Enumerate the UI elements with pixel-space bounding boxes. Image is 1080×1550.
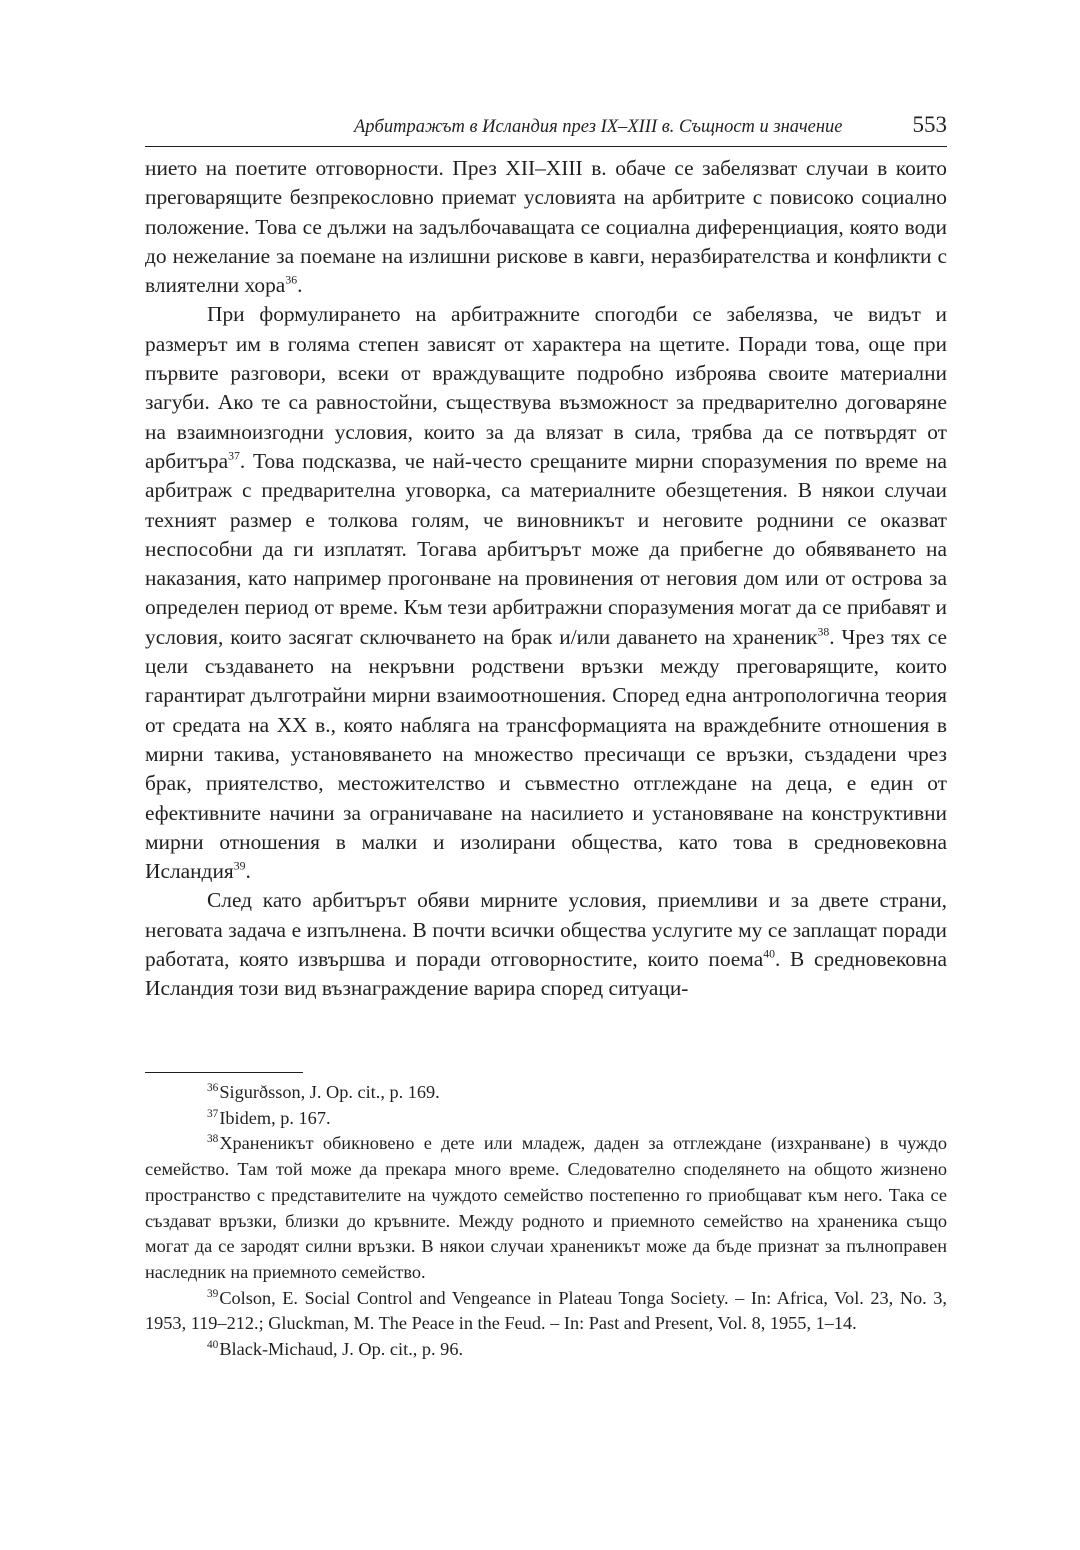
running-title: Арбитражът в Исландия през IX–XIII в. Същност и значение [354, 117, 843, 137]
footnote: $^{37}$Ibidem, p. 167. [207, 1107, 331, 1128]
page-number: 553 [912, 112, 947, 137]
footnote: $^{36}$Sigurðsson, J. Op. cit., p. 169. [207, 1081, 440, 1102]
footnote-number: 36 [207, 1081, 219, 1094]
main-text [145, 154, 947, 1004]
footnote: $^{38}$Храненикът обикновено е дете или младеж, даден за отглеждане (изхранване) в чуждо семейство. Там той може да прекара много време. Следователно споделянето на общото жизнено пространство с представителите на чуждото семейство постепенно го приобщават към него. Така се създават връзки, близки до кръвните. Между родното и приемното семейство на храненика също могат да се зародят силни връзки. В някои случаи храненикът може да бъде признат за пълноправен наследник на приемното семейство. [145, 1133, 947, 1282]
footnote-ref[interactable]: 37 [228, 449, 240, 463]
footnote-ref[interactable]: 39 [233, 859, 246, 873]
footnote-ref[interactable]: 36 [285, 273, 298, 287]
paragraph: След като арбитърът обяви мирните условия, приемливи и за двете страни, неговата задача е изпълнена. В почти всички общества услугите му се заплащат поради работата, която извършва и поради отговорностите, които поема$^{40}$. В средновековна Исландия този вид възнаграждение варира според ситуаци- [145, 888, 947, 1001]
paragraph: нието на поетите отговорности. През XII–XIII в. обаче се забелязват случаи в които преговарящите безпрекословно приемат условията на арбитрите с повисоко социално положение. Това се дължи на задълбочаващата се социална диференциация, която води до нежелание за поемане на излишни рискове в кавги, неразбирателства и конфликти с влиятелни хора$^{36}$. [145, 156, 947, 298]
footnote-number: 37 [207, 1107, 219, 1120]
footnote-ref[interactable]: 40 [763, 947, 775, 961]
footnote: $^{39}$Colson, E. Social Control and Vengeance in Plateau Tonga Society. – In: Africa, Vol. 23, No. 3, 1953, 119–212.; Gluckman, M. The Peace in the Feud. – In: Past and Present, Vol. 8, 1955, 1–14. [145, 1287, 947, 1334]
footnote-separator [145, 1072, 303, 1073]
footnote: $^{40}$Black-Michaud, J. Op. cit., p. 96. [207, 1339, 464, 1360]
footnote-ref[interactable]: 38 [817, 625, 830, 639]
running-header [145, 112, 947, 147]
footnote-number: 39 [207, 1287, 219, 1300]
footnote-number: 40 [207, 1339, 219, 1351]
footnotes [145, 1080, 947, 1363]
footnote-number: 38 [207, 1133, 219, 1146]
page [145, 112, 947, 1004]
paragraph: При формулирането на арбитражните спогодби се забелязва, че видът и размерът им в голяма степен зависят от характера на щетите. Поради това, още при първите разговори, всеки от враждуващите подробно изброява своите материални загуби. Ако те са равностойни, съществува възможност за предварително договаряне на взаимноизгодни условия, които за да влязат в сила, трябва да се потвърдят от арбитъра$^{37}$. Това подсказва, че най-често срещаните мирни споразумения по време на арбитраж с предварителна уговорка, са материалните обезщетения. В някои случаи техният размер е толкова голям, че виновникът и неговите роднини се оказват неспособни да ги изплатят. Тогава арбитърът може да прибегне до обявяването на наказания, като например прогонване на провинения от неговия дом или от острова за определен период от време. Към тези арбитражни споразумения могат да се прибавят и условия, които засягат сключването на брак и/или даването на храненик$^{38}$. Чрез тях се цели създаването на некръвни родствени връзки между преговарящите, които гарантират дълготрайни мирни взаимоотношения. Според една антропологична теория от средата на XX в., която набляга на трансформацията на враждебните отношения в мирни такива, установяването на множество пресичащи се връзки, създадени чрез брак, приятелство, местожителство и съвместно отглеждане на деца, е един от ефективните начини за ограничаване на насилието и установяване на конструктивни мирни отношения в малки и изолирани общества, като това в средновековна Исландия$^{39}$. [145, 302, 947, 884]
